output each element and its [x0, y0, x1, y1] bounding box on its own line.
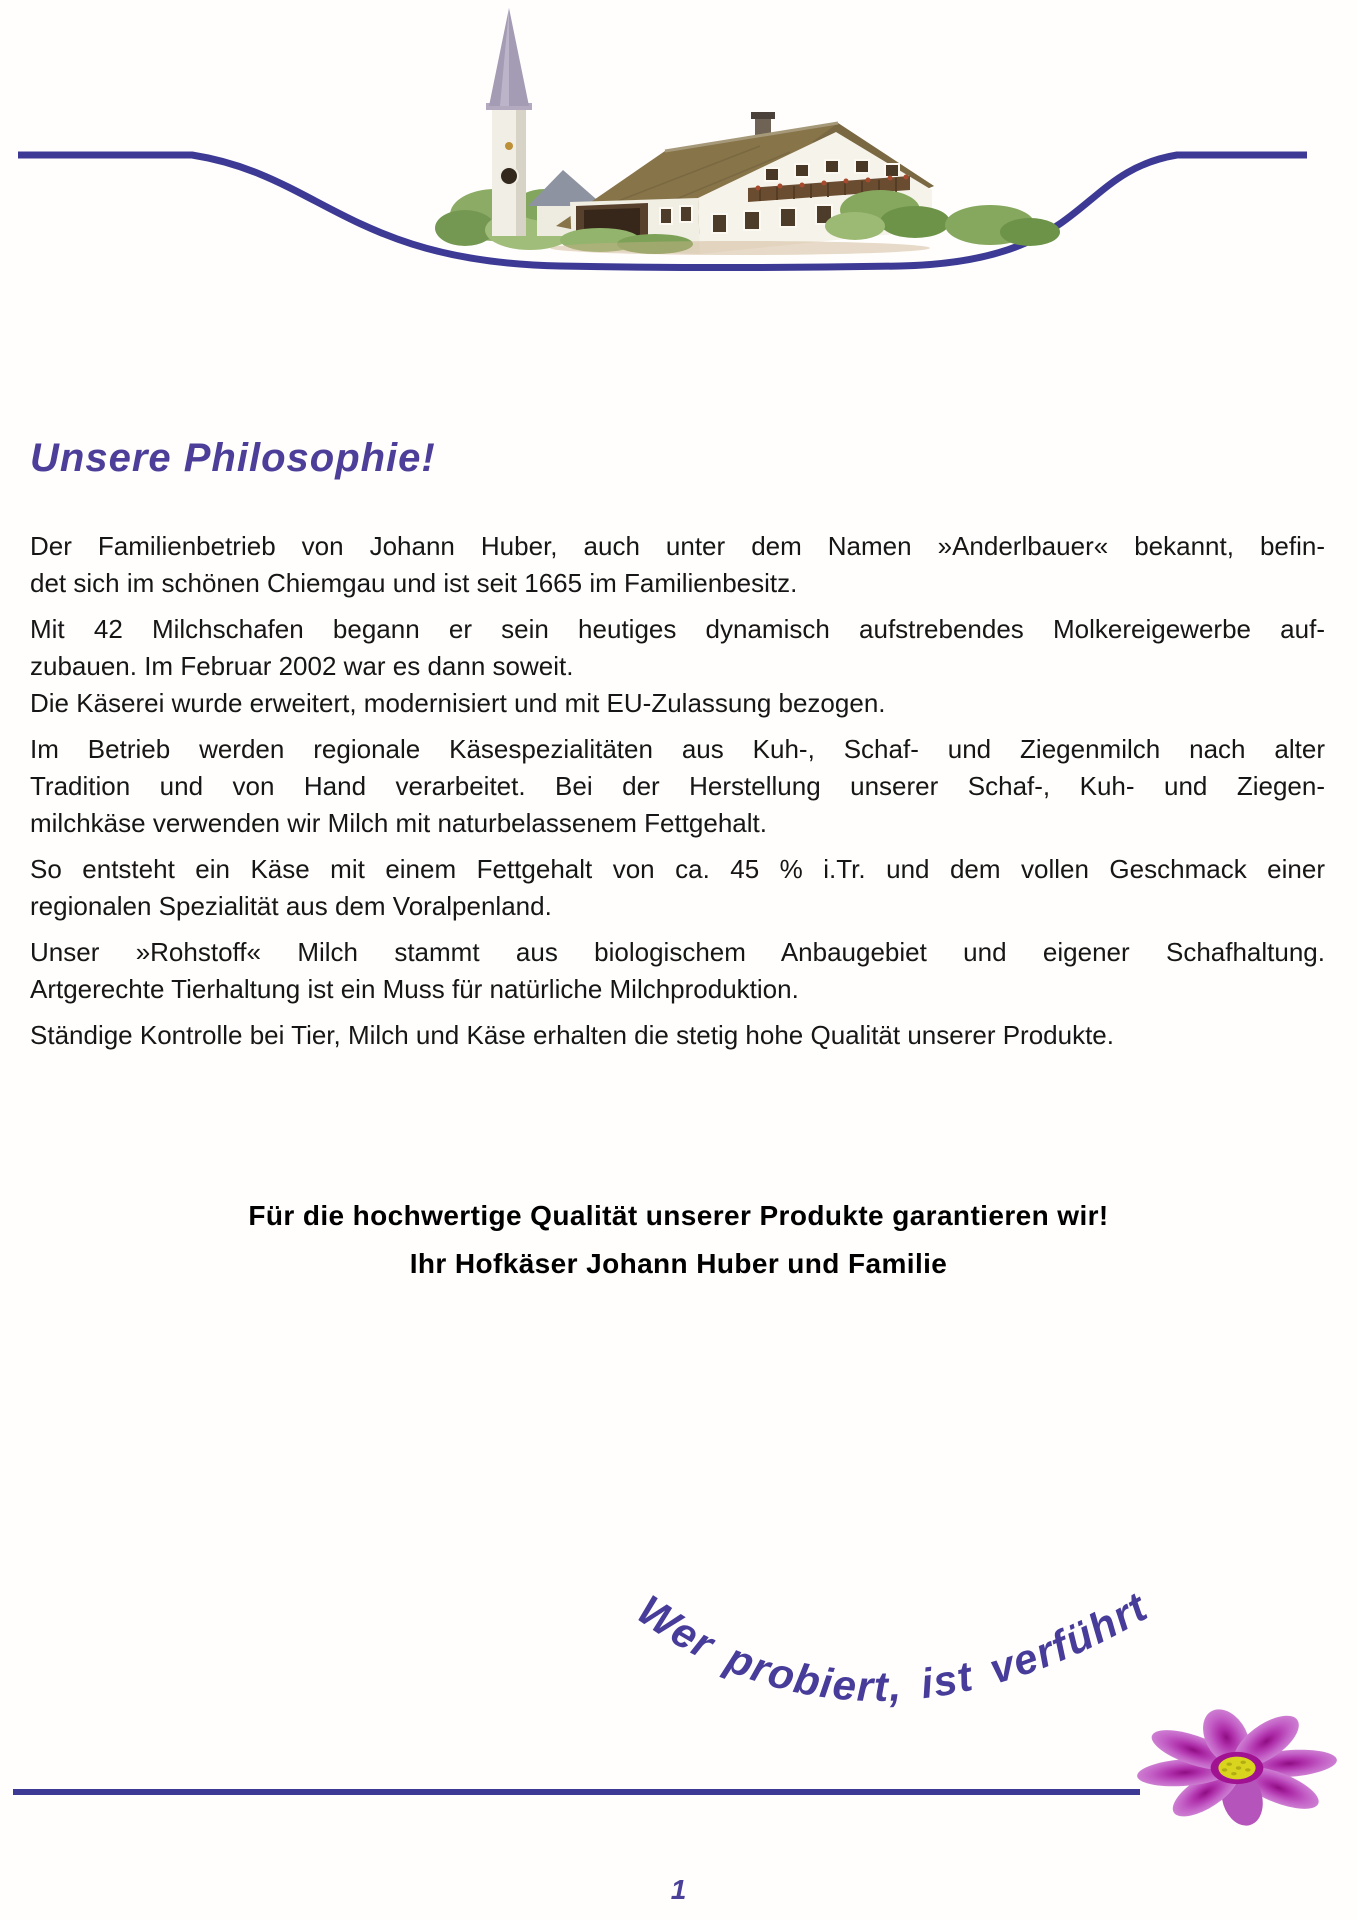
closing-statement — [0, 1192, 1357, 1288]
paragraph-betrieb — [30, 731, 1325, 842]
text-line: Der Familienbetrieb von Johann Huber, auch unter dem Namen »Anderlbauer« bekannt, befin- — [30, 531, 1325, 561]
text-line: Unser »Rohstoff« Milch stammt aus biologischem Anbaugebiet und eigener Schafhaltung. — [30, 937, 1325, 967]
flower-icon — [1134, 1707, 1340, 1827]
paragraph-kaeserei — [30, 685, 1325, 722]
text-line: Die Käserei wurde erweitert, modernisiert und mit EU-Zulassung bezogen. — [30, 688, 886, 718]
text-line: Mit 42 Milchschafen begann er sein heutiges dynamisch aufstrebendes Molkereigewerbe auf- — [30, 614, 1325, 644]
text-line: So entsteht ein Käse mit einem Fettgehalt von ca. 45 % i.Tr. und dem vollen Geschmack einer — [30, 854, 1325, 884]
text-line: Ständige Kontrolle bei Tier, Milch und Käse erhalten die stetig hohe Qualität unserer Produkte. — [30, 1020, 1114, 1050]
farmhouse-church-watercolor-illustration — [435, 8, 1060, 260]
slogan-arc-text — [629, 1582, 1156, 1710]
text-line: regionalen Spezialität aus dem Voralpenland. — [30, 891, 552, 921]
paragraph-rohstoff — [30, 934, 1325, 1008]
paragraph-fettgehalt — [30, 851, 1325, 925]
paragraph-family — [30, 528, 1325, 602]
text-line: det sich im schönen Chiemgau und ist seit 1665 im Familienbesitz. — [30, 568, 798, 598]
church-steeple-icon — [486, 8, 532, 236]
header-illustration — [0, 0, 1357, 300]
text-line: milchkäse verwenden wir Milch mit naturbelassenem Fettgehalt. — [30, 808, 767, 838]
tower-gold-orb — [505, 142, 513, 150]
quality-guarantee-line: Für die hochwertige Qualität unserer Produkte garantieren wir! — [248, 1200, 1109, 1231]
tower-clock — [500, 167, 518, 185]
text-line: Im Betrieb werden regionale Käsespezialitäten aus Kuh-, Schaf- und Ziegenmilch nach alter — [30, 734, 1325, 764]
ground-wash — [550, 241, 930, 255]
paragraph-kontrolle — [30, 1017, 1325, 1054]
body-text — [30, 528, 1325, 1063]
text-line: Artgerechte Tierhaltung ist ein Muss für natürliche Milchproduktion. — [30, 974, 799, 1004]
page-title: Unsere Philosophie! — [30, 436, 436, 480]
signature-line: Ihr Hofkäser Johann Huber und Familie — [409, 1248, 948, 1279]
slogan-text: Wer probiert, ist verführt — [629, 1582, 1156, 1711]
text-line: Tradition und von Hand verarbeitet. Bei der Herstellung unserer Schaf-, Kuh- und Ziegen- — [30, 771, 1325, 801]
footer-graphics — [0, 1540, 1357, 1880]
paragraph-milchschafe — [30, 611, 1325, 685]
page-number: 1 — [670, 1874, 687, 1905]
text-line: zubauen. Im Februar 2002 war es dann soweit. — [30, 651, 574, 681]
